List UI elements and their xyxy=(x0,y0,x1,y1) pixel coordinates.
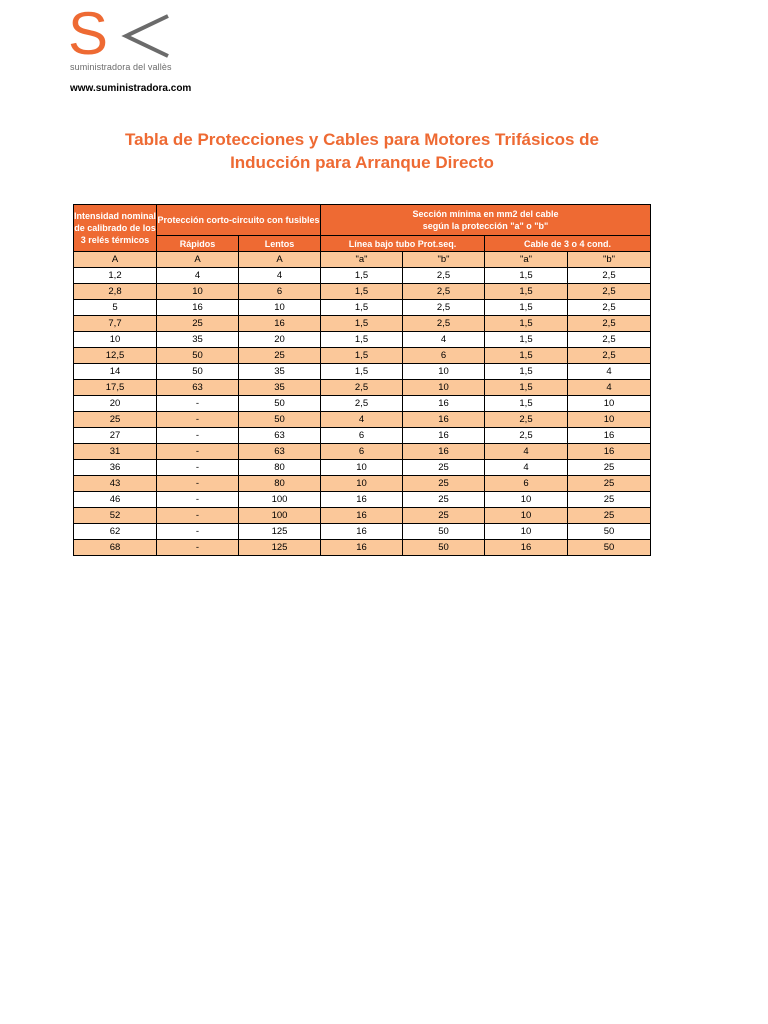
table-cell: 4 xyxy=(485,460,568,476)
table-cell: - xyxy=(157,444,239,460)
table-cell: 25 xyxy=(403,476,485,492)
table-row xyxy=(74,316,651,332)
table-cell: - xyxy=(157,428,239,444)
table-cell: 14 xyxy=(74,364,157,380)
table-cell: - xyxy=(157,412,239,428)
table-cell: - xyxy=(157,396,239,412)
table-cell: 1,5 xyxy=(485,332,568,348)
table-row xyxy=(74,348,651,364)
table-cell: 1,5 xyxy=(485,348,568,364)
table-cell: 63 xyxy=(157,380,239,396)
table-cell: 2,5 xyxy=(568,332,651,348)
table-cell: 10 xyxy=(485,492,568,508)
table-cell: 46 xyxy=(74,492,157,508)
table-cell: 5 xyxy=(74,300,157,316)
table-cell: 50 xyxy=(568,540,651,556)
table-cell: 2,5 xyxy=(568,300,651,316)
table-cell: - xyxy=(157,460,239,476)
table-cell: 80 xyxy=(239,460,321,476)
table-cell: 10 xyxy=(568,396,651,412)
table-cell: - xyxy=(157,540,239,556)
title-line-2: Inducción para Arranque Directo xyxy=(230,153,494,172)
table-cell: 10 xyxy=(321,460,403,476)
logo-chevron-icon xyxy=(120,14,170,58)
table-cell: 1,5 xyxy=(485,396,568,412)
table-cell: 25 xyxy=(74,412,157,428)
table-cell: 125 xyxy=(239,540,321,556)
table-cell: 50 xyxy=(568,524,651,540)
table-cell: 6 xyxy=(321,428,403,444)
protection-table-container xyxy=(73,204,651,556)
table-cell: 10 xyxy=(321,476,403,492)
table-cell: 7,7 xyxy=(74,316,157,332)
table-cell: 4 xyxy=(485,444,568,460)
header-seccion xyxy=(321,205,651,236)
table-row xyxy=(74,524,651,540)
table-cell: 10 xyxy=(403,364,485,380)
table-cell: 1,5 xyxy=(321,316,403,332)
table-cell: 4 xyxy=(568,364,651,380)
table-cell: 10 xyxy=(485,508,568,524)
header-linea: Línea bajo tubo Prot.seq. xyxy=(321,236,485,252)
table-cell: - xyxy=(157,492,239,508)
table-cell: 1,5 xyxy=(485,268,568,284)
title-line-1: Tabla de Protecciones y Cables para Motores Trifásicos de xyxy=(125,130,599,149)
table-cell: 50 xyxy=(403,540,485,556)
table-cell: 16 xyxy=(321,492,403,508)
table-cell: 125 xyxy=(239,524,321,540)
table-cell: 25 xyxy=(157,316,239,332)
table-cell: 16 xyxy=(403,428,485,444)
table-cell: 1,5 xyxy=(321,284,403,300)
table-cell: 36 xyxy=(74,460,157,476)
table-row xyxy=(74,364,651,380)
table-cell: 50 xyxy=(157,348,239,364)
table-row xyxy=(74,300,651,316)
header-intensidad: Intensidad nominal de calibrado de los 3 relés térmicos xyxy=(74,205,157,252)
table-cell: 2,5 xyxy=(485,412,568,428)
header-lentos: Lentos xyxy=(239,236,321,252)
table-cell: 17,5 xyxy=(74,380,157,396)
table-cell: - xyxy=(157,524,239,540)
table-cell: 10 xyxy=(239,300,321,316)
table-cell: 6 xyxy=(403,348,485,364)
table-cell: 1,5 xyxy=(321,268,403,284)
table-cell: 10 xyxy=(74,332,157,348)
table-cell: 1,5 xyxy=(321,300,403,316)
table-cell: 2,5 xyxy=(321,396,403,412)
table-cell: 16 xyxy=(403,396,485,412)
table-cell: 4 xyxy=(239,268,321,284)
logo-tagline: suministradora del vallès xyxy=(70,62,172,72)
logo-letter: S xyxy=(68,0,109,67)
table-cell: 25 xyxy=(403,460,485,476)
unit-cell: "a" xyxy=(321,252,403,268)
table-cell: - xyxy=(157,508,239,524)
table-row xyxy=(74,492,651,508)
table-cell: 16 xyxy=(321,508,403,524)
table-row xyxy=(74,428,651,444)
table-cell: 1,5 xyxy=(321,348,403,364)
header-seccion-line-1: Sección mínima en mm2 del cable xyxy=(412,209,559,219)
table-cell: 2,5 xyxy=(403,300,485,316)
table-cell: 25 xyxy=(568,460,651,476)
table-cell: 2,5 xyxy=(485,428,568,444)
table-cell: 1,5 xyxy=(485,316,568,332)
table-cell: 25 xyxy=(403,492,485,508)
table-cell: 62 xyxy=(74,524,157,540)
table-cell: 20 xyxy=(74,396,157,412)
table-cell: 52 xyxy=(74,508,157,524)
table-cell: 100 xyxy=(239,508,321,524)
table-cell: 63 xyxy=(239,428,321,444)
table-cell: 2,8 xyxy=(74,284,157,300)
table-cell: 25 xyxy=(239,348,321,364)
units-row xyxy=(74,252,651,268)
header-rapidos: Rápidos xyxy=(157,236,239,252)
table-cell: 4 xyxy=(403,332,485,348)
table-cell: 20 xyxy=(239,332,321,348)
table-cell: 16 xyxy=(321,524,403,540)
table-cell: 6 xyxy=(239,284,321,300)
table-cell: 2,5 xyxy=(568,268,651,284)
table-cell: - xyxy=(157,476,239,492)
table-cell: 4 xyxy=(568,380,651,396)
table-row xyxy=(74,460,651,476)
header-seccion-line-2: según la protección "a" o "b" xyxy=(422,221,549,231)
brand-logo xyxy=(68,0,178,72)
table-cell: 25 xyxy=(568,476,651,492)
table-row xyxy=(74,284,651,300)
table-cell: 43 xyxy=(74,476,157,492)
table-cell: 50 xyxy=(157,364,239,380)
protection-table xyxy=(73,204,651,556)
table-cell: 2,5 xyxy=(568,284,651,300)
table-cell: 2,5 xyxy=(568,348,651,364)
table-cell: 50 xyxy=(239,396,321,412)
table-cell: 1,5 xyxy=(485,364,568,380)
table-cell: 2,5 xyxy=(321,380,403,396)
table-cell: 35 xyxy=(239,364,321,380)
table-cell: 25 xyxy=(568,508,651,524)
header-cable: Cable de 3 o 4 cond. xyxy=(485,236,651,252)
table-cell: 31 xyxy=(74,444,157,460)
table-cell: 16 xyxy=(568,444,651,460)
table-cell: 16 xyxy=(239,316,321,332)
table-cell: 10 xyxy=(157,284,239,300)
table-cell: 2,5 xyxy=(568,316,651,332)
table-row xyxy=(74,380,651,396)
table-cell: 10 xyxy=(403,380,485,396)
table-cell: 16 xyxy=(485,540,568,556)
table-cell: 35 xyxy=(239,380,321,396)
website-url: www.suministradora.com xyxy=(70,83,192,94)
table-cell: 27 xyxy=(74,428,157,444)
unit-cell: "b" xyxy=(403,252,485,268)
table-cell: 2,5 xyxy=(403,268,485,284)
table-row xyxy=(74,332,651,348)
unit-cell: "a" xyxy=(485,252,568,268)
unit-cell: A xyxy=(239,252,321,268)
table-cell: 25 xyxy=(568,492,651,508)
table-cell: 1,5 xyxy=(485,300,568,316)
table-cell: 35 xyxy=(157,332,239,348)
table-cell: 1,5 xyxy=(321,332,403,348)
table-cell: 50 xyxy=(403,524,485,540)
unit-cell: "b" xyxy=(568,252,651,268)
table-cell: 16 xyxy=(403,444,485,460)
table-cell: 6 xyxy=(321,444,403,460)
unit-cell: A xyxy=(157,252,239,268)
table-row xyxy=(74,476,651,492)
table-cell: 2,5 xyxy=(403,316,485,332)
table-cell: 6 xyxy=(485,476,568,492)
table-row xyxy=(74,268,651,284)
table-cell: 1,2 xyxy=(74,268,157,284)
document-title xyxy=(74,128,650,174)
table-cell: 10 xyxy=(485,524,568,540)
table-cell: 16 xyxy=(568,428,651,444)
table-row xyxy=(74,444,651,460)
table-cell: 4 xyxy=(157,268,239,284)
table-row xyxy=(74,396,651,412)
table-cell: 80 xyxy=(239,476,321,492)
table-cell: 1,5 xyxy=(485,380,568,396)
unit-cell: A xyxy=(74,252,157,268)
table-cell: 2,5 xyxy=(403,284,485,300)
table-cell: 63 xyxy=(239,444,321,460)
table-cell: 68 xyxy=(74,540,157,556)
table-cell: 25 xyxy=(403,508,485,524)
table-cell: 1,5 xyxy=(321,364,403,380)
table-cell: 100 xyxy=(239,492,321,508)
table-row xyxy=(74,412,651,428)
table-row xyxy=(74,540,651,556)
table-cell: 16 xyxy=(157,300,239,316)
table-cell: 16 xyxy=(403,412,485,428)
table-cell: 1,5 xyxy=(485,284,568,300)
table-cell: 12,5 xyxy=(74,348,157,364)
table-row xyxy=(74,508,651,524)
table-cell: 4 xyxy=(321,412,403,428)
table-cell: 10 xyxy=(568,412,651,428)
header-proteccion: Protección corto-circuito con fusibles xyxy=(157,205,321,236)
table-cell: 16 xyxy=(321,540,403,556)
table-cell: 50 xyxy=(239,412,321,428)
